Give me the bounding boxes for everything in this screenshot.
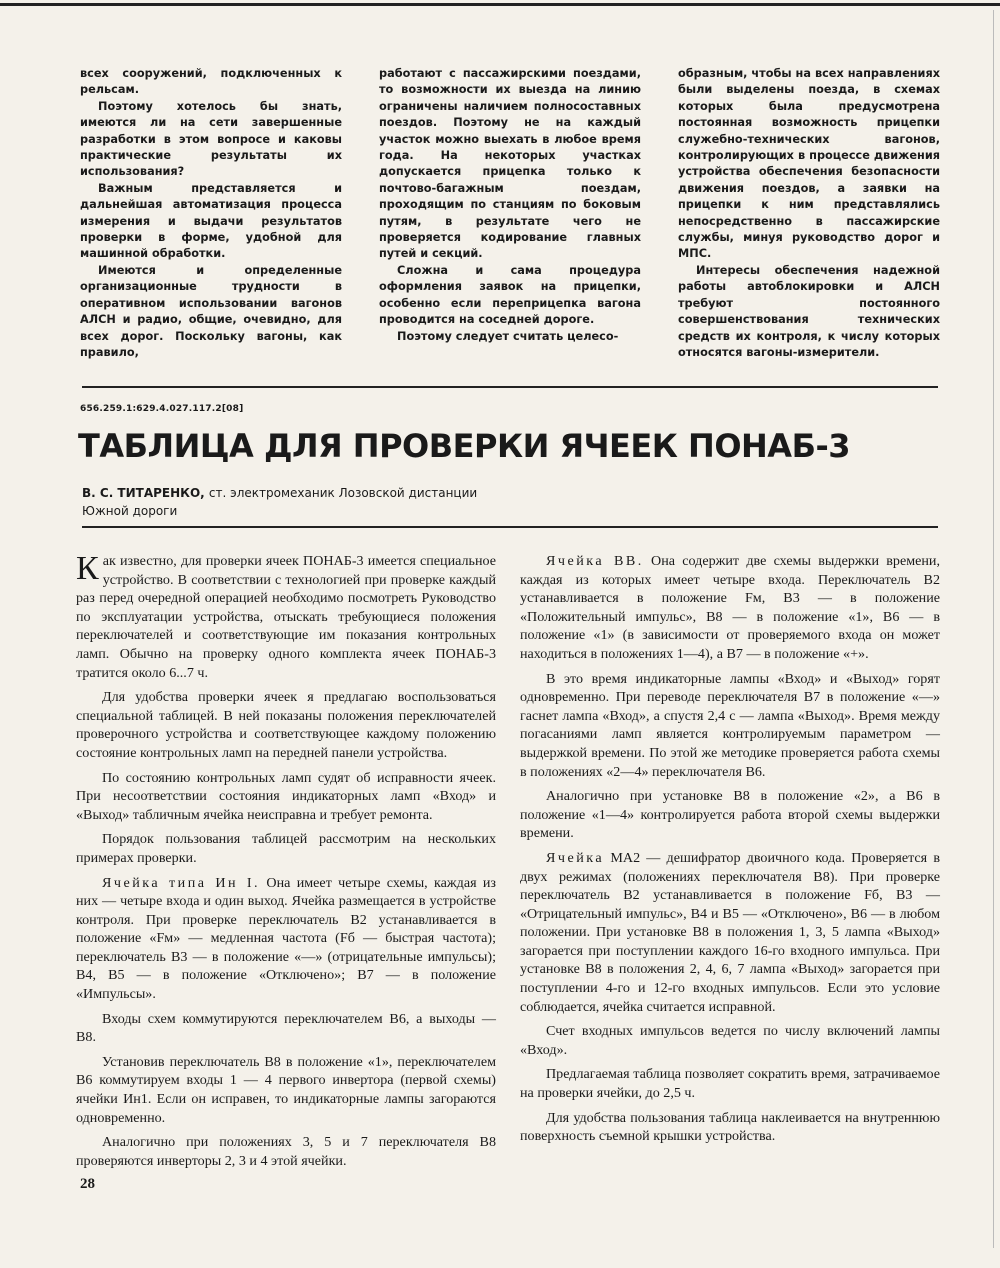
- section-divider: [82, 386, 938, 388]
- page-number: 28: [80, 1176, 95, 1192]
- drop-cap: К: [76, 550, 99, 587]
- paragraph-text: ак известно, для проверки ячеек ПОНАБ-3 имеется специальное устройство. В соответствии с технологией при проверке каждый раз перед очередной операцией необходимо посмотреть Руководство по эксплуатации устройства, отыскать требующиеся положения переключателей и соответствующие им показания контрольных ламп. Обычно на проверку одного комплекта ячеек ПОНАБ-3 тратится около 6...7 ч.: [76, 553, 496, 681]
- paragraph: Важным представляется и дальнейшая автоматизация процесса измерения и выдачи результатов проверки в форме, удобной для машинной обработки.: [80, 181, 342, 261]
- cell-type-heading: Ячейка: [546, 849, 605, 866]
- author-org: Южной дороги: [82, 504, 178, 518]
- article-title: ТАБЛИЦА ДЛЯ ПРОВЕРКИ ЯЧЕЕК ПОНАБ-3: [78, 427, 850, 465]
- byline: [82, 484, 682, 520]
- paragraph: Установив переключатель В8 в положение «1», переключателем В6 коммутируем входы 1 — 4 первого инвертора (первой схемы) ячейки Ин1. Если он исправен, то индикаторные лампы загораются одновременно.: [76, 1053, 496, 1126]
- paragraph: Поэтому хотелось бы знать, имеются ли на сети завершенные разработки в этом вопросе и каковы практические результаты их использования?: [80, 99, 342, 179]
- paragraph: Предлагаемая таблица позволяет сократить время, затрачиваемое на проверки ячейки, до 2,5 ч.: [520, 1066, 940, 1102]
- paragraph: Входы схем коммутируются переключателем В6, а выходы — В8.: [76, 1010, 496, 1046]
- paragraph: Для удобства проверки ячеек я предлагаю воспользоваться специальной таблицей. В ней показаны положения переключателей проверочного устройства и соответствующее каждому положению состояние контрольных ламп на передней панели устройства.: [76, 689, 496, 761]
- paragraph: По состоянию контрольных ламп судят об исправности ячеек. При несоответствии состояния индикаторных ламп «Вход» и «Выход» табличным ячейка неисправна и требует ремонта.: [76, 769, 496, 823]
- top-column-2: [379, 66, 641, 361]
- article-body: [76, 552, 940, 1176]
- udc-code: 656.259.1:629.4.027.117.2[08]: [80, 404, 244, 414]
- page-edge: [993, 10, 994, 1248]
- author-role: ст. электромеханик Лозовской дистанции: [208, 486, 478, 500]
- paragraph-text: МА2 — дешифратор двоичного кода. Проверяется в двух режимах (положениях переключателя В8). При проверке переключатель В2 устанавливается в положение Fб, В3 — «Отрицательный импульс», В4 и В5 — «Отключено», В6 — в любом положении. При установке В8 в положения 1, 3, 5 лампа «Выход» загорается при поступлении каждого 16-го входного импульса. При установке В8 в положения 2, 4, 6, 7 лампа «Выход» загорается при поступлении 4-го и 12-го входных импульсов. Если это условие соблюдается, ячейка считается исправной.: [520, 849, 940, 1015]
- previous-article-ending: [80, 66, 940, 361]
- paragraph: Порядок пользования таблицей рассмотрим на нескольких примерах проверки.: [76, 831, 496, 866]
- paragraph: [520, 552, 940, 664]
- byline-divider: [82, 526, 938, 528]
- paragraph: всех сооружений, подключенных к рельсам.: [80, 67, 342, 97]
- paragraph: В это время индикаторные лампы «Вход» и «Выход» горят одновременно. При переводе переключателя В7 в положение «—» гаснет лампа «Вход», а спустя 2,4 с — лампа «Выход». Время между погасаниями ламп является контролируемым параметром — выдержкой времени. По этой же методике проверяется работа схемы в положениях «2—4» переключателя В6.: [520, 670, 940, 780]
- paragraph-text: Она содержит две схемы выдержки времени, каждая из которых имеет четыре входа. Переключатель В2 устанавливается в положение Fм, В3 — в положение «Положительный импульс», В8 — в положение «1», В6 — в положение «1» (в зависимости от проверяемого входа он может находиться в положениях 1—4), а В7 — в положение «+».: [520, 553, 940, 662]
- top-column-1: [80, 66, 342, 361]
- paragraph: Для удобства пользования таблица наклеивается на внутреннюю поверхность съемной крышки устройства.: [520, 1109, 940, 1145]
- cell-type-heading: Ячейка ВВ.: [546, 553, 644, 569]
- paragraph: образным, чтобы на всех направлениях были выделены поезда, в схемах которых была предусмотрена постоянная возможность прицепки служебно-технических вагонов, контролирующих в процессе движения устройства обеспечения безопасности движения поездов, а заявки на прицепки к ним представлялись непосредственно в пассажирские службы, минуя руководство дорог и МПС.: [678, 67, 940, 261]
- cell-type-heading: Ячейка типа Ин I.: [102, 874, 261, 891]
- top-column-3: [678, 66, 940, 361]
- body-column-left: [76, 552, 496, 1176]
- paragraph: [76, 874, 496, 1004]
- paragraph: работают с пассажирскими поездами, то возможности их выезда на линию ограничены наличием полносоставных поездов. Поэтому не на каждый участок можно выехать в любое время года. На некоторых участках допускается прицепка только к почтово-багажным поездам, проходящим по станциям по боковым путям, в результате чего не проверяется кодирование главных путей и секций.: [379, 67, 641, 261]
- paragraph: Аналогично при положениях 3, 5 и 7 переключателя В8 проверяются инверторы 2, 3 и 4 этой ячейки.: [76, 1134, 496, 1169]
- paragraph: [76, 552, 496, 682]
- author-name: В. С. ТИТАРЕНКО,: [82, 486, 205, 500]
- paragraph: [520, 849, 940, 1016]
- top-rule: [0, 3, 1000, 6]
- paragraph: Имеются и определенные организационные трудности в оперативном использовании вагонов АЛСН и радио, общие, очевидно, для всех дорог. Поскольку вагоны, как правило,: [80, 263, 342, 359]
- paragraph: Сложна и сама процедура оформления заявок на прицепки, особенно если переприцепка вагона проводится на соседней дороге.: [379, 263, 641, 327]
- body-column-right: [520, 552, 940, 1176]
- paragraph: Интересы обеспечения надежной работы автоблокировки и АЛСН требуют постоянного совершенствования технических средств их контроля, к числу которых относятся вагоны-измерители.: [678, 263, 940, 359]
- paragraph-text: Она имеет четыре схемы, каждая из них — четыре входа и один выход. Ячейка размещается в устройстве контроля. При проверке переключатель В2 устанавливается в положение «Fм» — медленная частота (Fб — быстрая частота); переключатель В3 — в положение «—» (отрицательные импульсы); В4, В5 — в положение «Отключено»; В7 — в положение «Импульсы».: [76, 874, 496, 1003]
- paragraph: Аналогично при установке В8 в положение «2», а В6 в положение «1—4» контролируется работа второй схемы выдержки времени.: [520, 788, 940, 842]
- paragraph: Счет входных импульсов ведется по числу включений лампы «Вход».: [520, 1023, 940, 1058]
- paragraph: Поэтому следует считать целесо-: [397, 329, 619, 343]
